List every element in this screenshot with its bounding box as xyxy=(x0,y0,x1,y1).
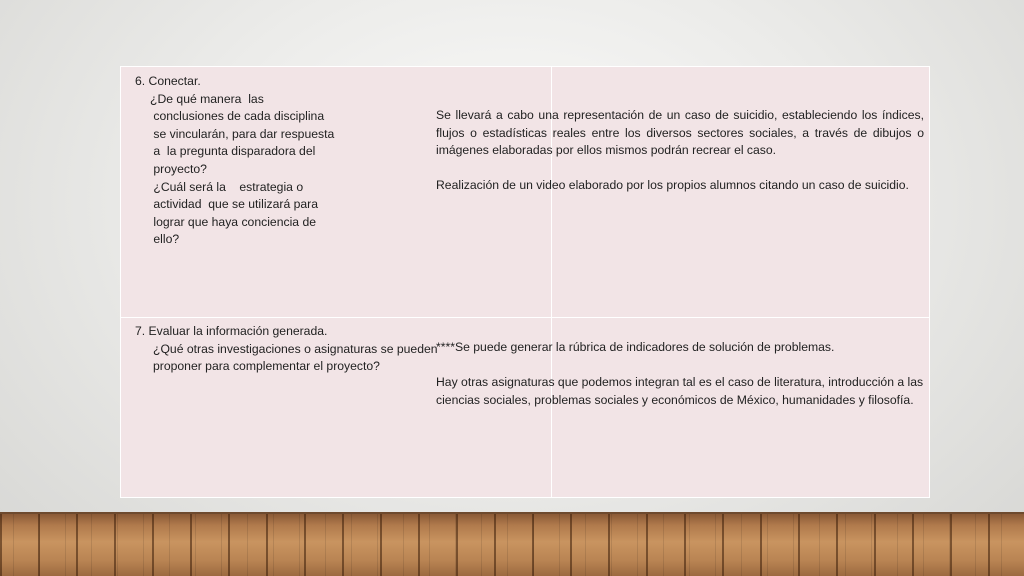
row1-answer-cell xyxy=(436,107,924,213)
content-table xyxy=(120,66,930,498)
row2-line: ¿Qué otras investigaciones o asignaturas se pueden xyxy=(153,341,438,356)
row2-heading: 7. Evaluar la información generada. xyxy=(135,324,328,338)
row2-question-cell xyxy=(135,323,438,376)
row2-answer-paragraph: Hay otras asignaturas que podemos integran tal es el caso de literatura, introducción a las ciencias sociales, problemas sociales y económicos de México, humanidades y filosofía. xyxy=(436,375,924,407)
wooden-floor-background xyxy=(0,514,1024,576)
row1-line: ello? xyxy=(150,232,180,247)
row2-answer-paragraph: ****Se puede generar la rúbrica de indicadores de solución de problemas. xyxy=(436,340,835,354)
row1-line: se vincularán, para dar respuesta xyxy=(150,126,335,141)
row1-line: ¿Cuál será la estrategia o xyxy=(150,179,304,194)
row1-line: ¿De qué manera las xyxy=(150,91,264,106)
row2-line: proponer para complementar el proyecto? xyxy=(153,359,380,374)
row-divider xyxy=(121,317,929,318)
row2-answer-cell xyxy=(436,339,924,427)
row1-heading: 6. Conectar. xyxy=(135,74,201,88)
row1-answer-paragraph: Realización de un video elaborado por los propios alumnos citando un caso de suicidio. xyxy=(436,178,909,193)
row1-line: proyecto? xyxy=(150,161,207,176)
row1-line: lograr que haya conciencia de xyxy=(150,214,316,229)
row1-question-cell xyxy=(135,73,435,249)
row1-line: a la pregunta disparadora del xyxy=(150,144,316,159)
row1-answer-paragraph: Se llevará a cabo una representación de un caso de suicidio, estableciendo los índices, flujos o estadísticas reales entre los diversos sectores sociales, a través de dibujos o imágenes elaboradas por ellos mismos podrán recrear el caso. xyxy=(436,108,924,158)
row1-line: conclusiones de cada disciplina xyxy=(150,109,325,124)
row1-line: actividad que se utilizará para xyxy=(150,197,319,212)
